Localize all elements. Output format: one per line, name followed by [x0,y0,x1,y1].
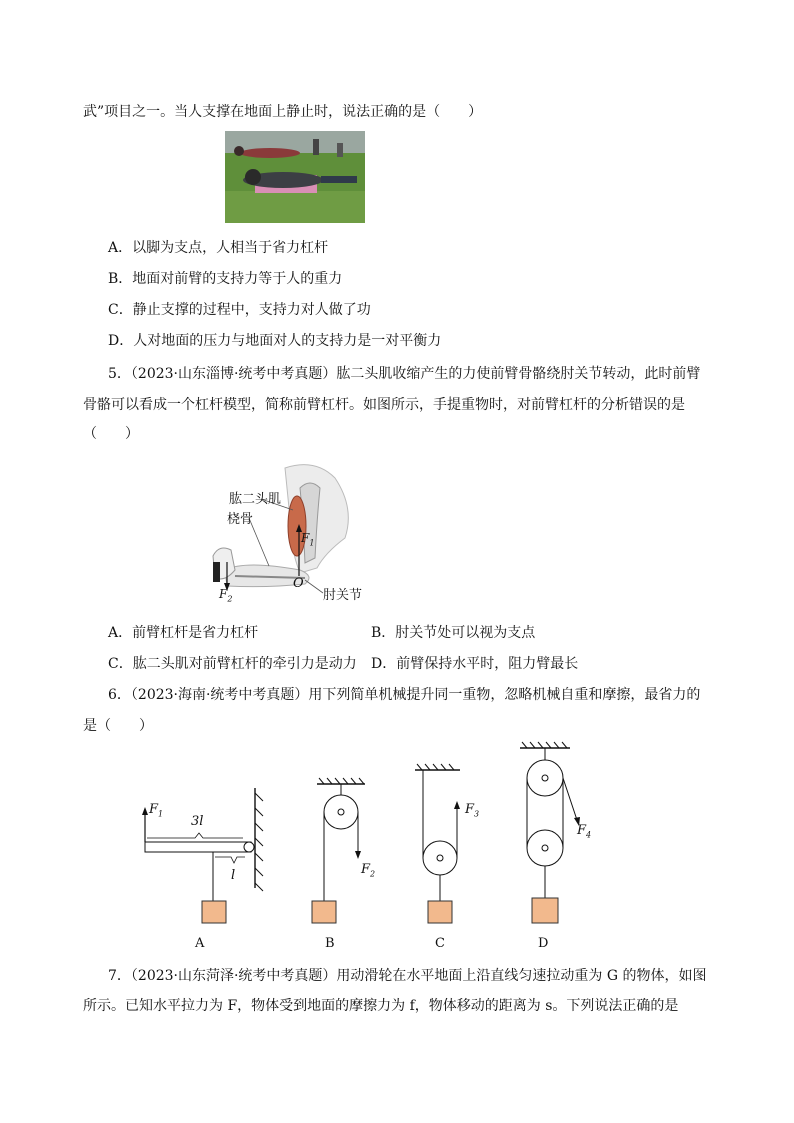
q5-option-d: D．前臂保持水平时，阻力臂最长 [371,656,579,672]
q4-option-a: A．以脚为支点，人相当于省力杠杆 [108,240,329,256]
q5-option-c: C．肱二头肌对前臂杠杆的牵引力是动力 [108,656,357,672]
label-f2: $F_2$ [219,587,233,604]
label-f4-pulley: $F_4$ [577,823,592,840]
q4-option-c: C．静止支撑的过程中，支持力对人做了功 [108,302,371,318]
machines-figure [125,738,595,957]
label-f1-lever: $F_1$ [149,802,164,819]
label-radius: 桡骨 [227,512,254,527]
label-l: l [231,868,236,883]
figure-d-pulley-block [520,742,580,923]
q4-option-d: D．人对地面的压力与地面对人的支持力是一对平衡力 [108,333,442,349]
q5-stem-line2: 骨骼可以看成一个杠杆模型，简称前臂杠杆。如图所示，手提重物时，对前臂杠杆的分析错误的是 [83,397,685,413]
q4-option-b: B．地面对前臂的支持力等于人的重力 [108,271,343,287]
caption-b: B [325,936,335,951]
caption-d: D [538,936,549,951]
label-elbow: 肘关节 [323,588,363,603]
q6-stem-line2: 是（ ） [83,718,153,734]
q5-option-b: B．肘关节处可以视为支点 [371,625,536,641]
plank-photo [225,131,365,223]
label-f1: $F_1$ [301,531,315,548]
forearm-figure [205,458,385,612]
caption-c: C [435,936,445,951]
q7-stem-line2: 所示。已知水平拉力为 F，物体受到地面的摩擦力为 f，物体移动的距离为 s。下列说法正确的是 [83,998,679,1014]
label-f2-pulley: $F_2$ [361,862,376,879]
figure-b-fixed-pulley [312,778,365,923]
figure-c-movable-pulley [415,764,460,923]
q7-stem-line1: 7．（2023·山东菏泽·统考中考真题）用动滑轮在水平地面上沿直线匀速拉动重为 G 的物体，如图 [108,968,707,984]
caption-a: A [195,936,205,951]
q5-option-a: A．前臂杠杆是省力杠杆 [108,625,259,641]
label-biceps: 肱二头肌 [229,492,282,507]
q5-stem-line3: （ ） [83,426,139,442]
q4-stem: 武”项目之一。当人支撑在地面上静止时，说法正确的是（ ） [83,104,483,120]
q5-stem-line1: 5．（2023·山东淄博·统考中考真题）肱二头肌收缩产生的力使前臂骨骼绕肘关节转动，此时前臂 [108,366,701,382]
label-3l: 3l [191,814,204,829]
label-f3-pulley: $F_3$ [465,802,480,819]
label-pivot-o: O [293,576,304,591]
q6-stem-line1: 6．（2023·海南·统考中考真题）用下列简单机械提升同一重物，忽略机械自重和摩擦，最省力的 [108,687,701,703]
